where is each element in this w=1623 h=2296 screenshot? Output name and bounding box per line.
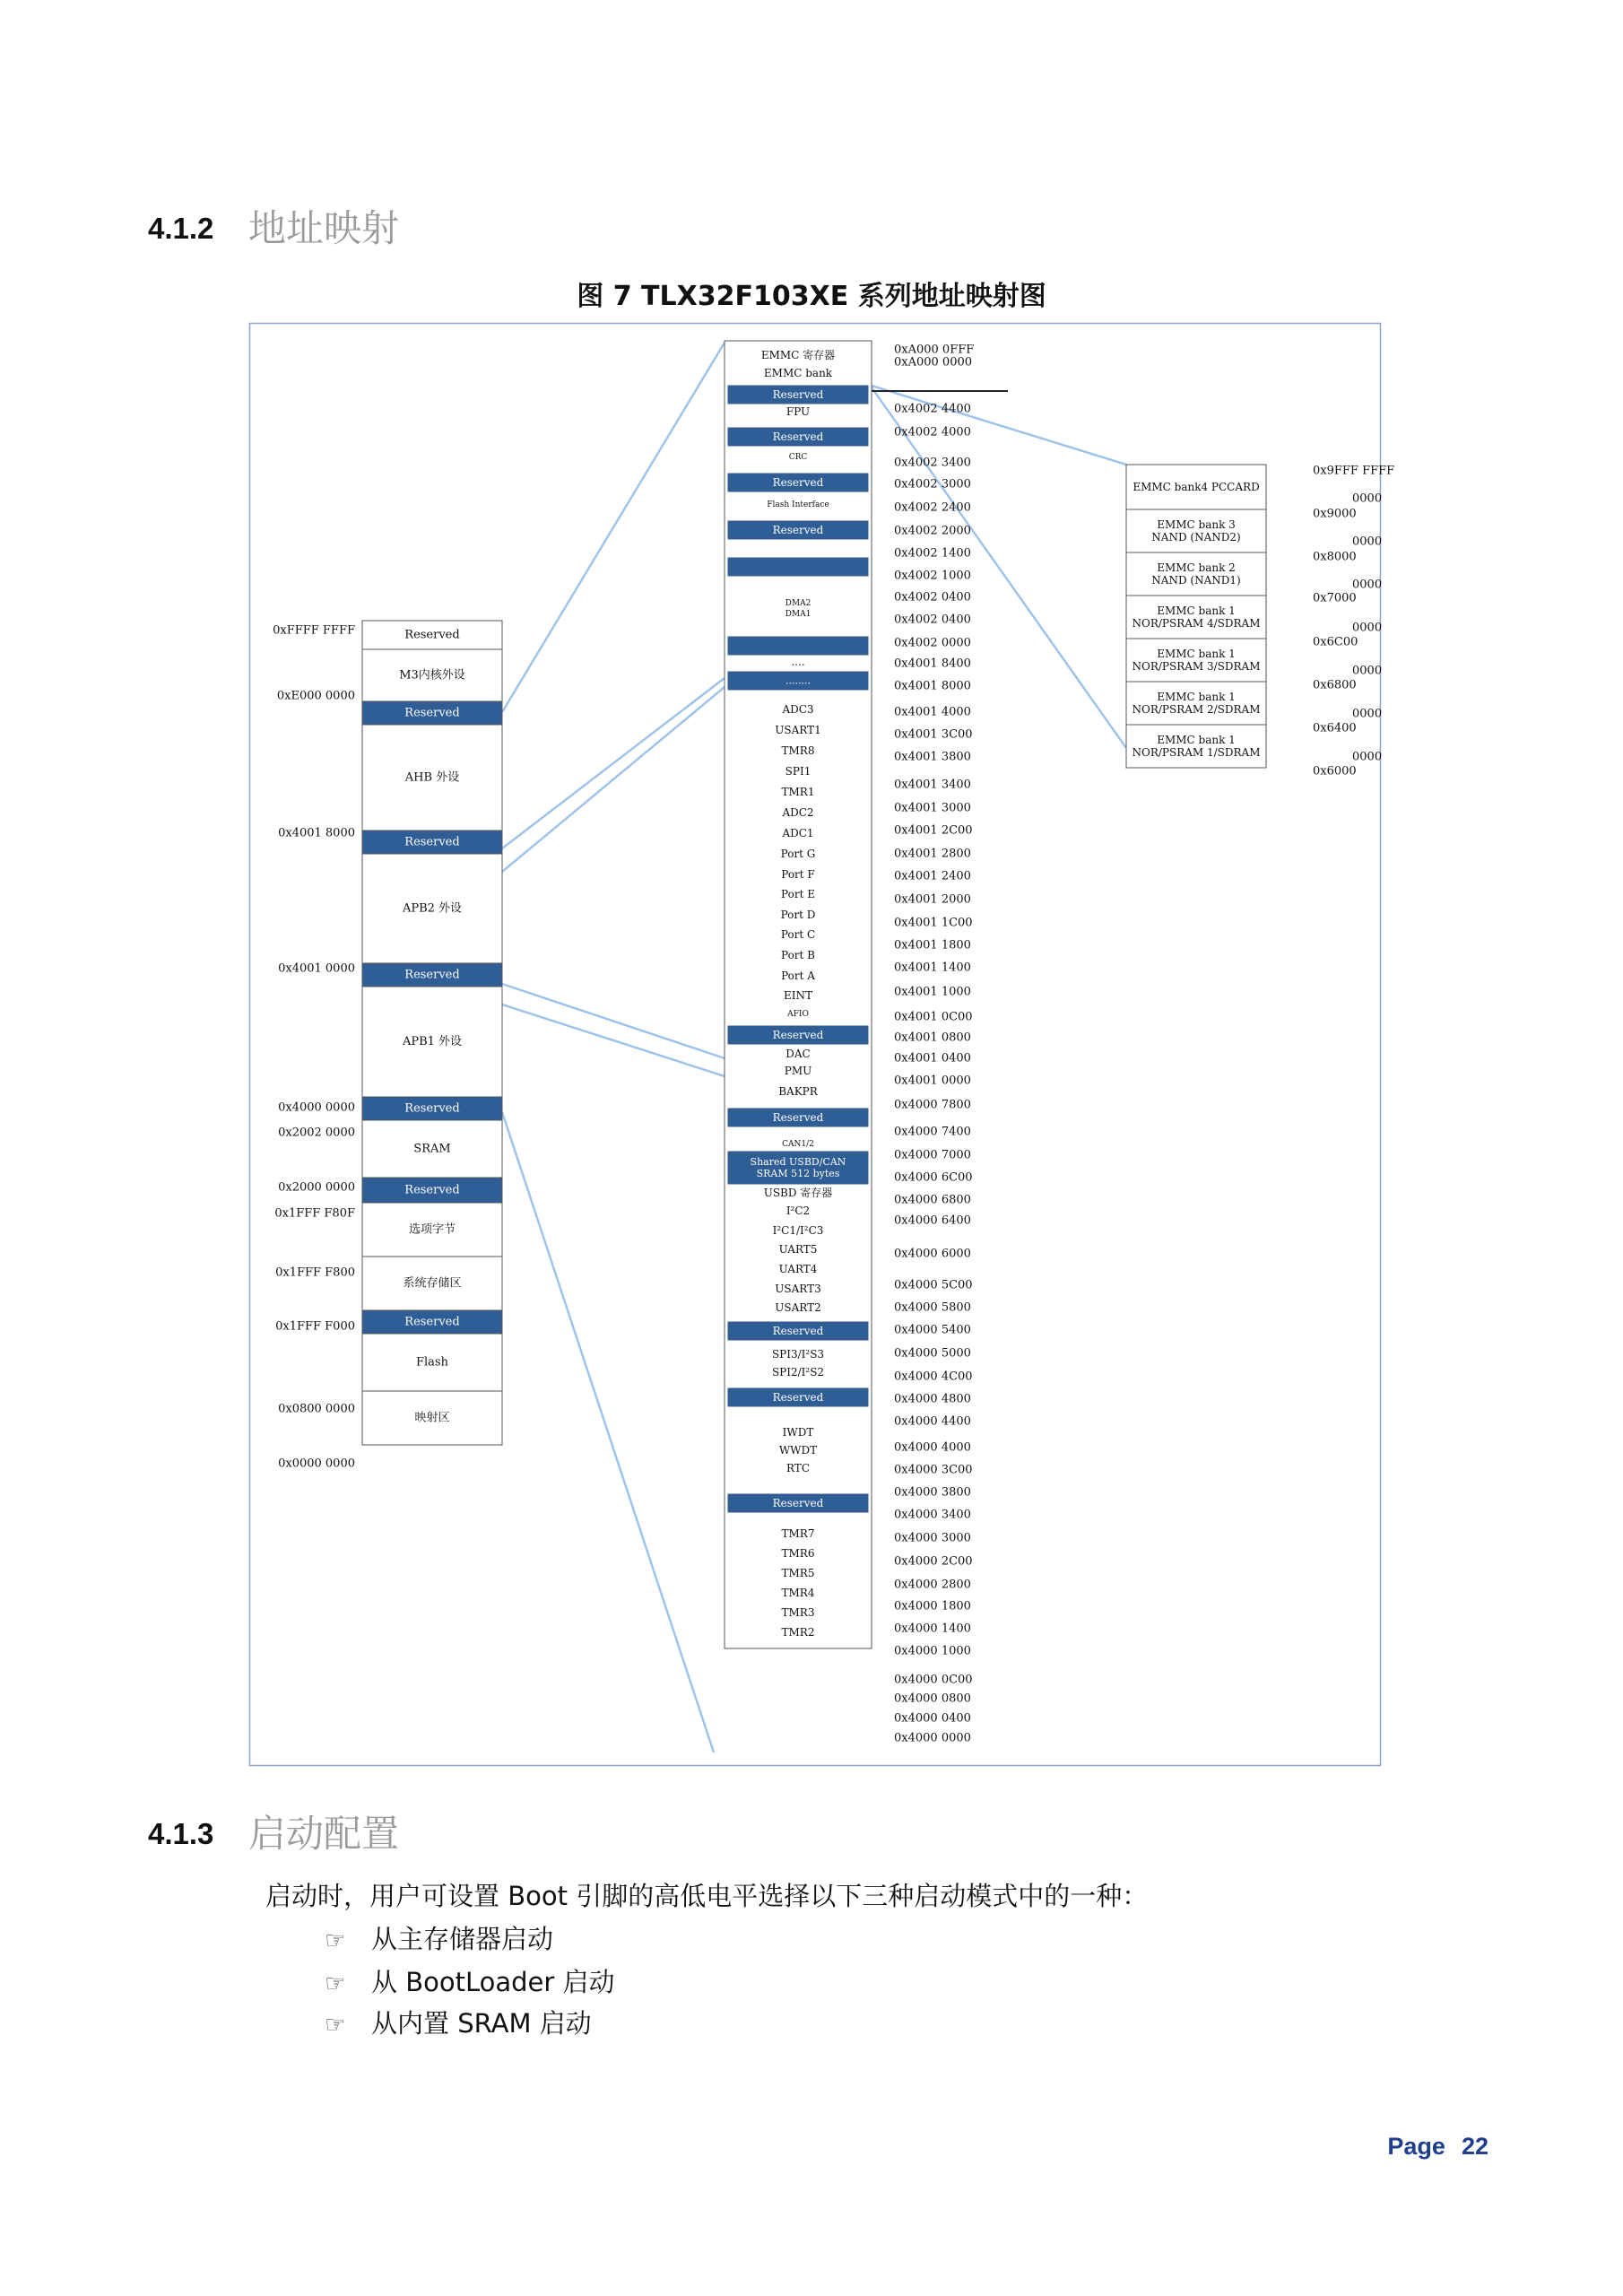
address-label: 0000 (1352, 707, 1383, 721)
block-label: Reserved (772, 1391, 824, 1404)
block-label: EINT (783, 989, 813, 1002)
block-label: FPU (785, 405, 811, 418)
address-label: 0x4001 8000 (894, 679, 971, 693)
block-label: 系统存储区 (403, 1276, 462, 1291)
block-label: Shared USBD/CAN (750, 1156, 846, 1168)
address-label: 0x4001 3C00 (894, 727, 973, 742)
address-label: 0x4000 7800 (894, 1098, 971, 1112)
section-title-boot-config: 启动配置 (248, 1812, 400, 1856)
address-label: 0x4000 3800 (894, 1485, 971, 1500)
address-label: 0x4000 7000 (894, 1148, 971, 1162)
address-label: 0000 (1352, 664, 1383, 678)
block-label: Reserved (772, 1111, 824, 1124)
address-label: 0000 (1352, 491, 1383, 506)
block-label: BAKPR (778, 1085, 818, 1098)
block-label: NOR/PSRAM 4/SDRAM (1132, 617, 1261, 630)
block-label: ADC2 (782, 806, 814, 819)
address-label: 0x4000 1400 (894, 1622, 971, 1636)
block-label: UART4 (778, 1263, 818, 1275)
address-label: 0x4000 3C00 (894, 1463, 973, 1477)
block-label: Reserved (404, 1315, 460, 1329)
address-label: 0x4002 1000 (894, 569, 971, 583)
block-label: PMU (784, 1065, 812, 1077)
address-label: 0x4002 0400 (894, 613, 971, 627)
pointing-hand-icon: ☞ (325, 1927, 346, 1954)
block-label: CAN1/2 (782, 1140, 814, 1149)
address-label: 0xA000 0000 (894, 355, 973, 370)
block-label: SRAM 512 bytes (756, 1168, 840, 1179)
address-label: 0x2002 0000 (278, 1126, 355, 1140)
address-label: 0x2000 0000 (278, 1180, 355, 1195)
block-label: TMR4 (781, 1587, 815, 1599)
block-label: Reserved (772, 524, 824, 536)
block-label: NAND (NAND2) (1151, 531, 1241, 544)
block-label: NAND (NAND1) (1151, 574, 1241, 587)
reserved-block (728, 558, 868, 576)
address-label: 0000 (1352, 621, 1383, 635)
address-label: 0x0000 0000 (278, 1457, 355, 1471)
block-label: Reserved (404, 706, 460, 720)
boot-option-2 (325, 1962, 615, 1999)
address-label: 0x4000 4000 (894, 1440, 971, 1455)
block-label: SRAM (413, 1142, 451, 1156)
block-label: USART2 (775, 1301, 821, 1314)
address-label: 0x4001 1000 (894, 985, 971, 999)
address-label: 0xFFFF FFFF (273, 623, 355, 638)
block-label: APB1 外设 (402, 1035, 463, 1048)
block-label: Flash (416, 1355, 448, 1370)
block-label: ........ (785, 674, 811, 687)
address-map-figure (249, 323, 1395, 1767)
block-label: SPI1 (785, 765, 812, 778)
block-label: Port F (781, 868, 815, 881)
block-label: EMMC bank (763, 367, 833, 379)
address-label: 0000 (1352, 578, 1383, 592)
block-label: NOR/PSRAM 1/SDRAM (1132, 746, 1261, 759)
block-label: EMMC bank 1 (1157, 648, 1236, 660)
block-label: TMR6 (781, 1547, 815, 1560)
connector-line (502, 1112, 714, 1752)
block-label: I²C2 (785, 1205, 811, 1217)
address-label: 0x4001 3000 (894, 801, 971, 815)
page-number: 22 (1461, 2133, 1488, 2160)
boot-option-label: 从主存储器启动 (371, 1924, 554, 1954)
boot-option-1 (325, 1919, 553, 1956)
address-label: 0x1FFF F80F (274, 1206, 355, 1221)
address-label: 0x4000 0000 (278, 1100, 355, 1115)
block-label: USBD 寄存器 (763, 1187, 833, 1199)
address-label: 0x4000 1000 (894, 1644, 971, 1658)
block-label: Flash Interface (767, 500, 829, 509)
address-label: 0x4002 1400 (894, 546, 971, 561)
section-title-address-map: 地址映射 (248, 206, 400, 250)
address-label: 0x4000 5C00 (894, 1278, 973, 1292)
address-label: 0x4000 6C00 (894, 1170, 973, 1185)
block-label: CRC (788, 453, 808, 462)
address-label: 0x4001 8400 (894, 657, 971, 671)
boot-option-label: 从内置 SRAM 启动 (371, 2008, 592, 2039)
address-label: 0x9000 (1313, 507, 1357, 521)
block-label: Reserved (404, 628, 460, 642)
address-label: 0000 (1352, 750, 1383, 764)
address-label: 0x4000 0000 (894, 1731, 971, 1745)
address-label: 0x4000 5000 (894, 1346, 971, 1361)
address-label: 0x4002 3400 (894, 456, 971, 470)
boot-intro-text: 启动时，用户可设置 Boot 引脚的高低电平选择以下三种启动模式中的一种： (265, 1881, 1149, 1911)
block-label: TMR1 (781, 786, 815, 798)
address-label: 0x6800 (1313, 678, 1357, 692)
section-number-4-1-2: 4.1.2 (148, 212, 214, 245)
address-label: 0x4001 2400 (894, 869, 971, 883)
address-label: 0xE000 0000 (276, 689, 355, 703)
boot-option-3 (325, 2004, 592, 2040)
address-label: 0xA000 0FFF (894, 343, 975, 357)
block-label: USART3 (775, 1283, 821, 1295)
address-label: 0x4000 3000 (894, 1531, 971, 1545)
address-label: 0x4000 0800 (894, 1692, 971, 1706)
block-label: EMMC bank 1 (1157, 604, 1236, 617)
address-label: 0x4001 1C00 (894, 916, 973, 930)
connector-line (502, 343, 725, 712)
block-label: TMR7 (781, 1527, 815, 1540)
address-label: 0x4000 7400 (894, 1125, 971, 1139)
connector-line (502, 1004, 725, 1076)
block-label: Reserved (404, 1101, 460, 1116)
block-label: M3内核外设 (399, 668, 465, 683)
block-label: Port E (781, 888, 815, 900)
block-label: NOR/PSRAM 3/SDRAM (1132, 660, 1261, 673)
address-label: 0x4001 1800 (894, 938, 971, 952)
address-label: 0x4000 2C00 (894, 1554, 973, 1569)
block-label: Reserved (772, 1325, 824, 1337)
block-label: Reserved (404, 835, 460, 849)
block-label: WWDT (778, 1444, 818, 1457)
block-label: EMMC bank 1 (1157, 734, 1236, 746)
block-label: Port G (780, 848, 816, 860)
block-label: Port B (780, 949, 816, 961)
block-label: I²C1/I²C3 (772, 1224, 824, 1237)
address-label: 0x4001 2800 (894, 847, 971, 861)
address-label: 0x4001 3400 (894, 778, 971, 792)
block-label: EMMC bank 1 (1157, 691, 1236, 703)
address-label: 0x4002 0000 (894, 636, 971, 650)
block-label: TMR3 (781, 1606, 815, 1619)
address-label: 0x4000 4400 (894, 1414, 971, 1429)
block-label: EMMC bank 2 (1157, 561, 1236, 574)
address-label: 0x8000 (1313, 550, 1357, 564)
block-label: TMR8 (781, 744, 815, 757)
block-label: ADC1 (782, 827, 814, 839)
block-label: DAC (785, 1048, 811, 1060)
address-label: 0x0800 0000 (278, 1402, 355, 1416)
main-memory-map (273, 621, 502, 1471)
block-label: TMR5 (781, 1567, 815, 1579)
block-label: Reserved (772, 1029, 824, 1041)
address-label: 0x7000 (1313, 591, 1357, 605)
block-label: RTC (785, 1462, 811, 1474)
emmc-memory-map (1126, 465, 1394, 778)
address-label: 0x4000 0400 (894, 1711, 971, 1726)
address-label: 0x4001 0000 (278, 961, 355, 976)
block-label: Port C (780, 928, 816, 941)
address-label: 0x4001 2C00 (894, 823, 973, 838)
page-footer (1387, 2133, 1488, 2161)
section-number-4-1-3: 4.1.3 (148, 1817, 214, 1850)
address-label: 0x4001 4000 (894, 705, 971, 719)
address-label: 0x4002 4000 (894, 425, 971, 439)
address-label: 0000 (1352, 535, 1383, 549)
block-label: APB2 外设 (402, 901, 463, 916)
address-label: 0x4002 2000 (894, 524, 971, 538)
block-label: DMA2 (785, 599, 812, 608)
block-label: ADC3 (782, 703, 814, 716)
address-label: 0x4001 0C00 (894, 1010, 973, 1024)
block-label: USART1 (775, 724, 821, 736)
peripheral-memory-map (725, 341, 974, 1745)
address-label: 0x4000 6400 (894, 1213, 971, 1228)
address-label: 0x4001 0400 (894, 1051, 971, 1065)
page-label: Page (1387, 2133, 1445, 2160)
address-label: 0x4002 4400 (894, 402, 971, 416)
block-label: NOR/PSRAM 2/SDRAM (1132, 703, 1261, 716)
address-label: 0x4000 6800 (894, 1193, 971, 1207)
block-label: Reserved (404, 1183, 460, 1197)
block-label: EMMC bank 3 (1157, 518, 1236, 531)
address-label: 0x4000 3400 (894, 1508, 971, 1522)
block-label: Reserved (772, 1497, 824, 1509)
connector-line (502, 984, 725, 1058)
address-label: 0x6000 (1313, 764, 1357, 778)
address-label: 0x4001 2000 (894, 892, 971, 907)
block-label: EMMC bank4 PCCARD (1133, 481, 1260, 493)
address-label: 0x4002 2400 (894, 500, 971, 515)
address-label: 0x1FFF F000 (275, 1319, 355, 1334)
block-label: SPI2/I²S2 (771, 1366, 825, 1378)
block-label: Reserved (772, 476, 824, 489)
connector-line (502, 678, 725, 848)
address-label: 0x4001 1400 (894, 961, 971, 975)
block-label: 映射区 (414, 1411, 450, 1425)
block-label: UART5 (778, 1243, 818, 1256)
address-label: 0x4000 1800 (894, 1599, 971, 1613)
address-label: 0x4002 3000 (894, 477, 971, 491)
address-label: 0x4001 0000 (894, 1074, 971, 1088)
block-label: SPI3/I²S3 (771, 1348, 825, 1361)
block-label: Reserved (772, 430, 824, 443)
reserved-block (728, 637, 868, 655)
block-label: .... (791, 656, 805, 668)
address-label: 0x4000 6000 (894, 1247, 971, 1261)
block-label: AHB 外设 (404, 770, 460, 785)
address-label: 0x4000 4800 (894, 1392, 971, 1406)
figure-caption: 图 7 TLX32F103XE 系列地址映射图 (577, 281, 1046, 312)
pointing-hand-icon: ☞ (325, 2012, 346, 2039)
block-label: Port A (781, 970, 815, 982)
block-label: 选项字节 (408, 1222, 456, 1237)
address-label: 0x6C00 (1313, 635, 1358, 649)
block-label: Reserved (404, 968, 460, 982)
block-label: DMA1 (785, 610, 812, 619)
address-label: 0x4000 5800 (894, 1300, 971, 1315)
address-label: 0x4002 0400 (894, 590, 971, 604)
address-label: 0x4001 8000 (278, 826, 355, 840)
block-label: Port D (780, 909, 816, 921)
pointing-hand-icon: ☞ (325, 1970, 346, 1997)
boot-option-label: 从 BootLoader 启动 (371, 1967, 615, 1997)
address-label: 0x4000 5400 (894, 1323, 971, 1337)
block-label: Reserved (772, 388, 824, 401)
block-label: TMR2 (781, 1626, 815, 1639)
block-label: IWDT (782, 1426, 814, 1439)
address-label: 0x4000 4C00 (894, 1370, 973, 1384)
address-label: 0x4001 3800 (894, 750, 971, 764)
address-label: 0x9FFF FFFF (1313, 464, 1395, 478)
connector-line (872, 387, 1126, 748)
address-label: 0x4001 0800 (894, 1031, 971, 1045)
block-label: EMMC 寄存器 (760, 349, 836, 361)
address-label: 0x6400 (1313, 721, 1357, 735)
address-label: 0x1FFF F800 (275, 1265, 355, 1280)
block-label: AFIO (787, 1010, 809, 1019)
connector-line (502, 687, 725, 872)
address-label: 0x4000 0C00 (894, 1673, 973, 1687)
address-label: 0x4000 2800 (894, 1578, 971, 1592)
